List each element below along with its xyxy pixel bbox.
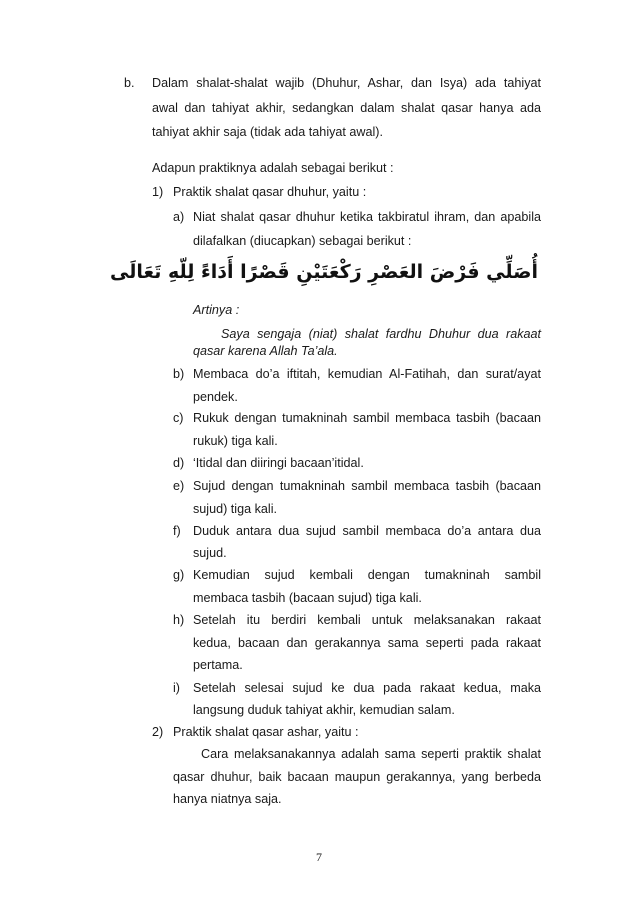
step-b-line-2: pendek. [193,390,238,404]
step-e-marker: e) [173,479,185,493]
step-f-marker: f) [173,524,181,538]
step-b-marker: b) [173,367,185,381]
step-i-line-1: Setelah selesai sujud ke dua pada rakaat kedua, maka [193,681,541,695]
section-b-line-2: awal dan tahiyat akhir, sedangkan dalam shalat qasar hanya ada [152,101,541,115]
section-b-line-3: tahiyat akhir saja (tidak ada tahiyat awal). [152,125,384,139]
step-i-marker: i) [173,681,180,695]
item2-title: Praktik shalat qasar ashar, yaitu : [173,725,359,739]
artinya-label: Artinya : [193,303,240,317]
item1-title: Praktik shalat qasar dhuhur, yaitu : [173,185,367,199]
intro-text: Adapun praktiknya adalah sebagai berikut : [152,161,394,175]
item2-line-2: qasar dhuhur, baik bacaan maupun gerakannya, yang berbeda [173,770,541,784]
step-g-line-2: membaca tasbih (bacaan sujud) tiga kali. [193,591,422,605]
arabic-niat-calligraphy [110,251,542,289]
step-h-marker: h) [173,613,185,627]
svg-text:أُصَلِّي فَرْضَ العَصْرِ رَكْع: أُصَلِّي فَرْضَ العَصْرِ رَكْعَتَيْنِ قَصْرًا أَدَاءً لِلّهِ تَعَالَى [110,261,538,283]
item2-line-3: hanya niatnya saja. [173,792,282,806]
step-c-marker: c) [173,411,184,425]
step-f-line-1: Duduk antara dua sujud sambil membaca do’a antara dua [193,524,541,538]
step-h-line-2: kedua, bacaan dan gerakannya sama seperti pada rakaat [193,636,541,650]
step-i-line-2: langsung duduk tahiyat akhir, kemudian salam. [193,703,455,717]
step-a-marker: a) [173,210,185,224]
step-h-line-3: pertama. [193,658,243,672]
item1-marker: 1) [152,185,164,199]
step-d-marker: d) [173,456,185,470]
step-c-line-1: Rukuk dengan tumakninah sambil membaca tasbih (bacaan [193,411,541,425]
artinya-line-2: qasar karena Allah Ta’ala. [193,344,338,358]
section-b-marker: b. [124,76,135,90]
section-b-line-1: Dalam shalat-shalat wajib (Dhuhur, Ashar, dan Isya) ada tahiyat [152,76,541,90]
step-b-line-1: Membaca do’a iftitah, kemudian Al-Fatihah, dan surat/ayat [193,367,541,381]
step-f-line-2: sujud. [193,546,227,560]
step-c-line-2: rukuk) tiga kali. [193,434,278,448]
step-g-marker: g) [173,568,185,582]
step-g-line-1: Kemudian sujud kembali dengan tumakninah sambil [193,568,541,582]
step-a-line-2: dilafalkan (diucapkan) sebagai berikut : [193,234,412,248]
step-e-line-2: sujud) tiga kali. [193,502,277,516]
item2-line-1: Cara melaksanakannya adalah sama seperti praktik shalat [201,747,541,761]
step-a-line-1: Niat shalat qasar dhuhur ketika takbiratul ihram, dan apabila [193,210,541,224]
step-e-line-1: Sujud dengan tumakninah sambil membaca tasbih (bacaan [193,479,541,493]
page-number: 7 [316,850,322,864]
step-d-line-1: ‘Itidal dan diiringi bacaan’itidal. [193,456,364,470]
step-h-line-1: Setelah itu berdiri kembali untuk melaksanakan rakaat [193,613,541,627]
item2-marker: 2) [152,725,164,739]
artinya-line-1: Saya sengaja (niat) shalat fardhu Dhuhur dua rakaat [221,327,541,341]
